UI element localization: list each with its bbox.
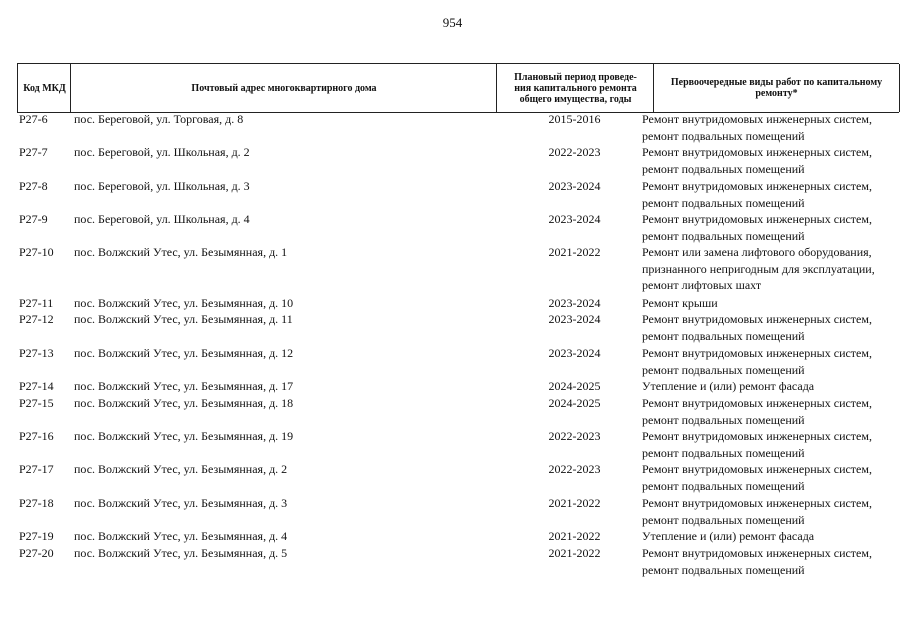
row-works bbox=[642, 461, 899, 494]
row-works-line: Ремонт внутридомовых инженерных систем, bbox=[642, 312, 872, 326]
row-period: 2021-2022 bbox=[548, 496, 601, 510]
row-code: Р27-18 bbox=[19, 496, 54, 510]
row-works-line: ремонт подвальных помещений bbox=[642, 362, 805, 377]
row-works bbox=[642, 111, 899, 144]
row-works-line: ремонт подвальных помещений bbox=[642, 328, 805, 343]
row-period: 2023-2024 bbox=[548, 312, 601, 326]
row-works-line: ремонт подвальных помещений bbox=[642, 128, 805, 143]
row-works-line: признанного непригодным для эксплуатации, bbox=[642, 261, 875, 276]
row-period: 2015-2016 bbox=[548, 112, 601, 126]
row-works bbox=[642, 378, 899, 395]
row-works-line: Ремонт внутридомовых инженерных систем, bbox=[642, 546, 872, 560]
row-period: 2022-2023 bbox=[548, 462, 601, 476]
row-address: пос. Береговой, ул. Школьная, д. 2 bbox=[74, 145, 250, 159]
row-code: Р27-11 bbox=[19, 296, 54, 310]
row-code: Р27-9 bbox=[19, 212, 48, 226]
row-works-line: Ремонт внутридомовых инженерных систем, bbox=[642, 112, 872, 126]
row-code: Р27-17 bbox=[19, 462, 54, 476]
row-period: 2021-2022 bbox=[548, 245, 601, 259]
row-period: 2023-2024 bbox=[548, 296, 601, 310]
row-works bbox=[642, 495, 899, 528]
row-period: 2024-2025 bbox=[548, 396, 601, 410]
row-address: пос. Волжский Утес, ул. Безымянная, д. 1 bbox=[74, 245, 288, 259]
row-code: Р27-10 bbox=[19, 245, 54, 259]
row-address: пос. Береговой, ул. Школьная, д. 4 bbox=[74, 212, 250, 226]
row-works-line: Ремонт внутридомовых инженерных систем, bbox=[642, 212, 872, 226]
row-works-line: ремонт подвальных помещений bbox=[642, 228, 805, 243]
row-works-line: Ремонт или замена лифтового оборудования, bbox=[642, 245, 872, 259]
row-code: Р27-12 bbox=[19, 312, 54, 326]
header-period bbox=[496, 64, 654, 112]
row-works bbox=[642, 395, 899, 428]
row-period: 2022-2023 bbox=[548, 429, 601, 443]
row-works-line: Ремонт внутридомовых инженерных систем, bbox=[642, 496, 872, 510]
row-address: пос. Волжский Утес, ул. Безымянная, д. 2 bbox=[74, 462, 288, 476]
row-address: пос. Береговой, ул. Торговая, д. 8 bbox=[74, 112, 244, 126]
header-works bbox=[653, 64, 900, 112]
row-works-line: ремонт подвальных помещений bbox=[642, 445, 805, 460]
row-period: 2023-2024 bbox=[548, 212, 601, 226]
header-code-label: Код МКД bbox=[23, 82, 66, 94]
row-works-line: ремонт подвальных помещений bbox=[642, 412, 805, 427]
row-works-line: ремонт подвальных помещений bbox=[642, 478, 805, 493]
row-works-line: ремонт подвальных помещений bbox=[642, 161, 805, 176]
table-header bbox=[17, 63, 899, 113]
row-works bbox=[642, 178, 899, 211]
header-address bbox=[70, 64, 497, 112]
row-works-line: Ремонт внутридомовых инженерных систем, bbox=[642, 179, 872, 193]
row-works bbox=[642, 211, 899, 244]
row-works-line: Утепление и (или) ремонт фасада bbox=[642, 379, 815, 393]
header-works-label: Первоочередные виды работ по капитальному ремонту* bbox=[670, 77, 883, 99]
row-period: 2021-2022 bbox=[548, 529, 601, 543]
header-address-label: Почтовый адрес многоквартирного дома bbox=[191, 82, 377, 94]
row-works-line: Ремонт внутридомовых инженерных систем, bbox=[642, 145, 872, 159]
row-works bbox=[642, 528, 899, 545]
row-address: пос. Волжский Утес, ул. Безымянная, д. 11 bbox=[74, 312, 293, 326]
row-code: Р27-20 bbox=[19, 546, 54, 560]
header-period-line: общего имущества, годы bbox=[519, 93, 632, 105]
row-works-line: Ремонт внутридомовых инженерных систем, bbox=[642, 396, 872, 410]
row-works-line: Ремонт внутридомовых инженерных систем, bbox=[642, 346, 872, 360]
row-address: пос. Волжский Утес, ул. Безымянная, д. 10 bbox=[74, 296, 294, 310]
row-code: Р27-6 bbox=[19, 112, 48, 126]
row-works-line: Ремонт внутридомовых инженерных систем, bbox=[642, 429, 872, 443]
row-works-line: ремонт подвальных помещений bbox=[642, 512, 805, 527]
row-address: пос. Волжский Утес, ул. Безымянная, д. 3 bbox=[74, 496, 288, 510]
row-works-line: ремонт лифтовых шахт bbox=[642, 278, 762, 292]
row-code: Р27-16 bbox=[19, 429, 54, 443]
row-code: Р27-7 bbox=[19, 145, 48, 159]
row-works bbox=[642, 295, 899, 312]
page-number: 954 bbox=[442, 15, 463, 30]
row-period: 2022-2023 bbox=[548, 145, 601, 159]
row-works bbox=[642, 545, 899, 578]
row-works bbox=[642, 428, 899, 461]
row-period: 2024-2025 bbox=[548, 379, 601, 393]
header-period-line: Плановый период проведе- bbox=[514, 71, 637, 83]
row-works-line: ремонт подвальных помещений bbox=[642, 562, 805, 577]
header-period-line: ния капитального ремонта bbox=[514, 82, 637, 94]
row-period: 2023-2024 bbox=[548, 346, 601, 360]
row-address: пос. Береговой, ул. Школьная, д. 3 bbox=[74, 179, 250, 193]
row-address: пос. Волжский Утес, ул. Безымянная, д. 17 bbox=[74, 379, 294, 393]
row-works-line: Ремонт внутридомовых инженерных систем, bbox=[642, 462, 872, 476]
row-works-line: ремонт подвальных помещений bbox=[642, 195, 805, 210]
row-period: 2023-2024 bbox=[548, 179, 601, 193]
row-address: пос. Волжский Утес, ул. Безымянная, д. 4 bbox=[74, 529, 288, 543]
row-works bbox=[642, 244, 899, 294]
row-works bbox=[642, 144, 899, 177]
row-works-line: Ремонт крыши bbox=[642, 296, 718, 310]
row-works bbox=[642, 345, 899, 378]
row-works bbox=[642, 311, 899, 344]
row-address: пос. Волжский Утес, ул. Безымянная, д. 18 bbox=[74, 396, 294, 410]
row-address: пос. Волжский Утес, ул. Безымянная, д. 5 bbox=[74, 546, 288, 560]
row-code: Р27-19 bbox=[19, 529, 54, 543]
row-address: пос. Волжский Утес, ул. Безымянная, д. 19 bbox=[74, 429, 294, 443]
header-code bbox=[17, 64, 71, 112]
row-works-line: Утепление и (или) ремонт фасада bbox=[642, 529, 815, 543]
row-code: Р27-8 bbox=[19, 179, 48, 193]
row-code: Р27-14 bbox=[19, 379, 54, 393]
row-period: 2021-2022 bbox=[548, 546, 601, 560]
row-address: пос. Волжский Утес, ул. Безымянная, д. 12 bbox=[74, 346, 294, 360]
row-code: Р27-13 bbox=[19, 346, 54, 360]
row-code: Р27-15 bbox=[19, 396, 54, 410]
